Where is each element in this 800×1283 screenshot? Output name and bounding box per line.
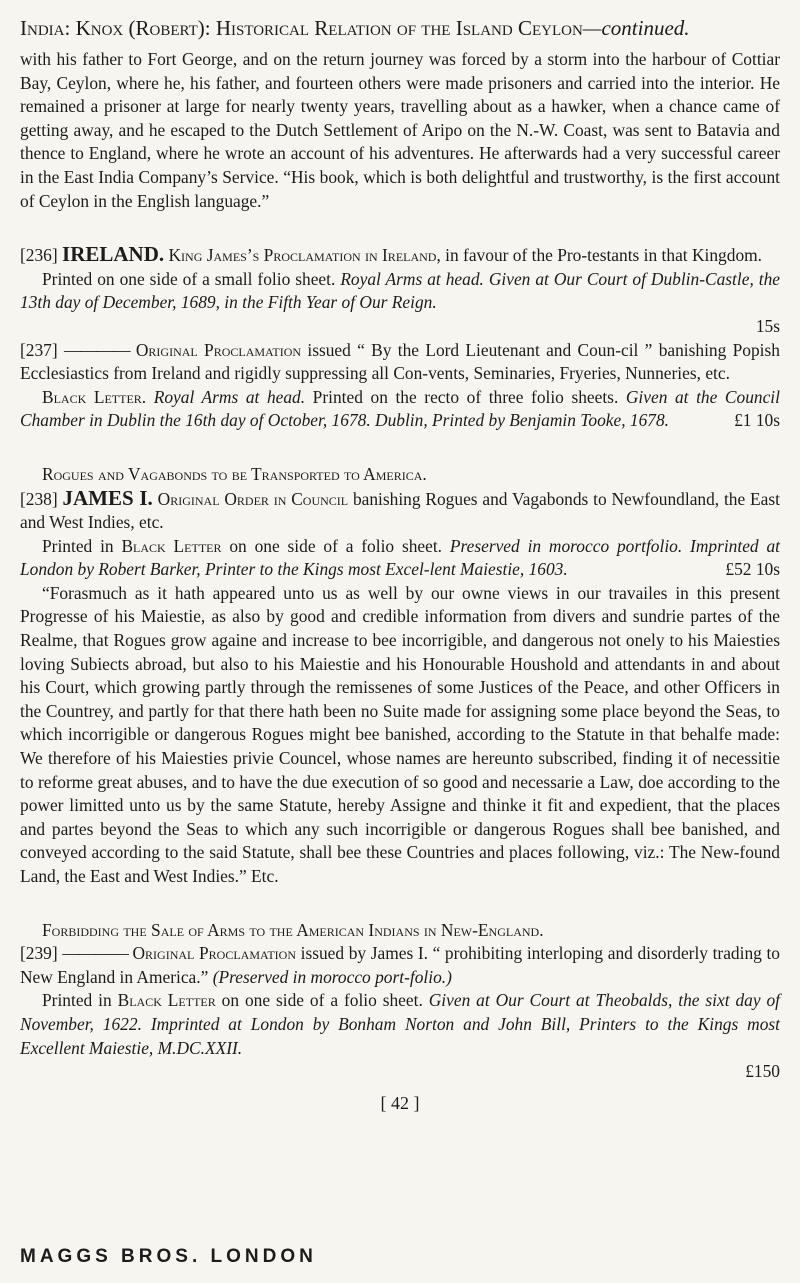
lot-239 <box>20 942 780 1084</box>
publisher-footer: MAGGS BROS. LONDON <box>20 1246 317 1267</box>
lot-description: Printed on the recto of three folio sheets. <box>305 386 626 407</box>
section-america <box>20 463 780 487</box>
lot-imprint: Preserved in morocco portfolio. Imprinted at London by Robert Barker, Printer to the Kings most Excel-lent Maiestie, 1603. <box>20 535 780 580</box>
intro-paragraph: with his father to Fort George, and on the return journey was forced by a storm into the harbour of Cottiar Bay, Ceylon, where he, his father, and fourteen others were made prisoners and carried into the interior. He remained a prisoner at large for nearly twenty years, travelling about as a hawker, when a chance came of getting away, and he escaped to the Dutch Settlement of Aripo on the N.-W. Coast, was sent to Batavia and thence to England, where he wrote an account of his adventures. He afterwards had a very successful career in the East India Company’s Service. “His book, which is both delightful and trustworthy, is the first account of Ceylon in the English language.” <box>20 49 780 211</box>
ditto-dash: ———— <box>63 339 130 360</box>
lot-black-letter: Black Letter <box>121 535 222 556</box>
lot-number: [239] <box>20 943 58 964</box>
lot-price: £1 10s <box>734 410 780 431</box>
lot-description: Printed in <box>42 990 118 1011</box>
page-number: [ 42 ] <box>380 1092 420 1113</box>
running-head-title: India: Knox (Robert): Historical Relation of the Island Ceylon <box>20 16 583 40</box>
lot-description-b: on one side of a folio sheet. <box>221 535 450 556</box>
lot-black-letter: Black Letter. <box>42 386 147 407</box>
lot-price: £150 <box>745 1061 780 1082</box>
lot-description: Printed in <box>42 535 122 556</box>
lot-title: IRELAND. <box>62 242 165 267</box>
lot-description-b: on one side of a folio sheet. <box>215 990 429 1011</box>
lot-236 <box>20 243 780 338</box>
lot-preserved: (Preserved in morocco port-folio.) <box>212 966 452 987</box>
lot-title: JAMES I. <box>62 485 153 510</box>
running-head-continued: —continued. <box>582 16 690 40</box>
lot-subject: Original Proclamation <box>132 943 296 964</box>
lot-subject-rest: issued by James I. “ prohibiting interloping and disorderly trading to New England in America.” <box>20 943 780 987</box>
lot-quote: “Forasmuch as it hath appeared unto us as well by our owne views in our travailes in this present Progresse of his Maiestie, as also by good and credible information from divers and sundrie partes of the Realme, that Rogues grow againe and increase to bee incorrigible, and dangerous not onely to his Maiesties loving Subiects abroad, but also to his Maiestie and his Honourable Houshold and attendants in and about his Court, which growing partly through the remissenes of some Justices of the Peace, and other Officers in the Countrey, and partly for that there hath been no Suite made for assigning some place beyond the Seas, to which incorrigible or dangerous Rogues might bee banished, according to the Statute in that behalfe made: We therefore of his Maiesties privie Councel, whose names are hereunto subscribed, finding it of necessitie to reforme great abuses, and to have the due execution of so good and necessarie a Law, doe according to the power limitted unto us by the same Statute, hereby Assigne and thinke it fit and expedient, that the places and partes beyond the Seas to which any such incorrigible or dangerous Rogues shall bee banished, and conveyed according to the said Statute, shall bee these Countries and places following, viz.: The New-found Land, the East and West Indies.” Etc. <box>20 582 780 886</box>
lot-number: [237] <box>20 339 58 360</box>
lot-imprint: Given at Our Court at Theobalds, the sixt day of November, 1622. Imprinted at London by Bonham Norton and John Bill, Printers to the Kings most Excellent Maiestie, M.DC.XXII. <box>20 990 781 1058</box>
lot-subject: Original Order in Council <box>157 488 349 509</box>
lot-number: [238] <box>20 488 58 509</box>
lot-subject-rest: banishing Rogues and Vagabonds to Newfoundland, the East and West Indies, etc. <box>20 488 780 533</box>
lot-price: 15s <box>755 315 780 336</box>
section-heading: Forbidding the Sale of Arms to the American Indians in New-England. <box>42 919 544 940</box>
lot-subject-rest: in favour of the Pro-testants in that Kingdom. <box>440 245 763 266</box>
lot-238 <box>20 487 780 889</box>
lot-subject: King James’s Proclamation in Ireland, <box>168 245 441 266</box>
lot-number: [236] <box>20 245 58 266</box>
running-head <box>20 14 780 42</box>
section-new-england <box>20 919 780 943</box>
lot-subject-rest: issued “ By the Lord Lieutenant and Coun-cil ” banishing Popish Ecclesiastics from Ireland and rigidly suppressing all Con-vents, Seminaries, Fryeries, Nunneries, etc. <box>20 339 780 384</box>
lot-black-letter: Black Letter <box>117 990 216 1011</box>
lot-price: £52 10s <box>725 559 780 580</box>
lot-subject: Original Proclamation <box>135 339 302 360</box>
section-heading: Rogues and Vagabonds to be Transported to America. <box>42 463 427 484</box>
ditto-dash: ———— <box>62 943 128 964</box>
lot-237 <box>20 339 780 433</box>
lot-description: Printed on one side of a small folio sheet. <box>42 268 341 289</box>
lot-arms: Royal Arms at head. <box>146 386 306 407</box>
lot-imprint: Royal Arms at head. Given at Our Court of Dublin-Castle, the 13th day of December, 1689, in the Fifth Year of Our Reign. <box>20 268 781 313</box>
lot-imprint: Given at the Council Chamber in Dublin the 16th day of October, 1678. Dublin, Printed by Benjamin Tooke, 1678. <box>20 386 780 431</box>
